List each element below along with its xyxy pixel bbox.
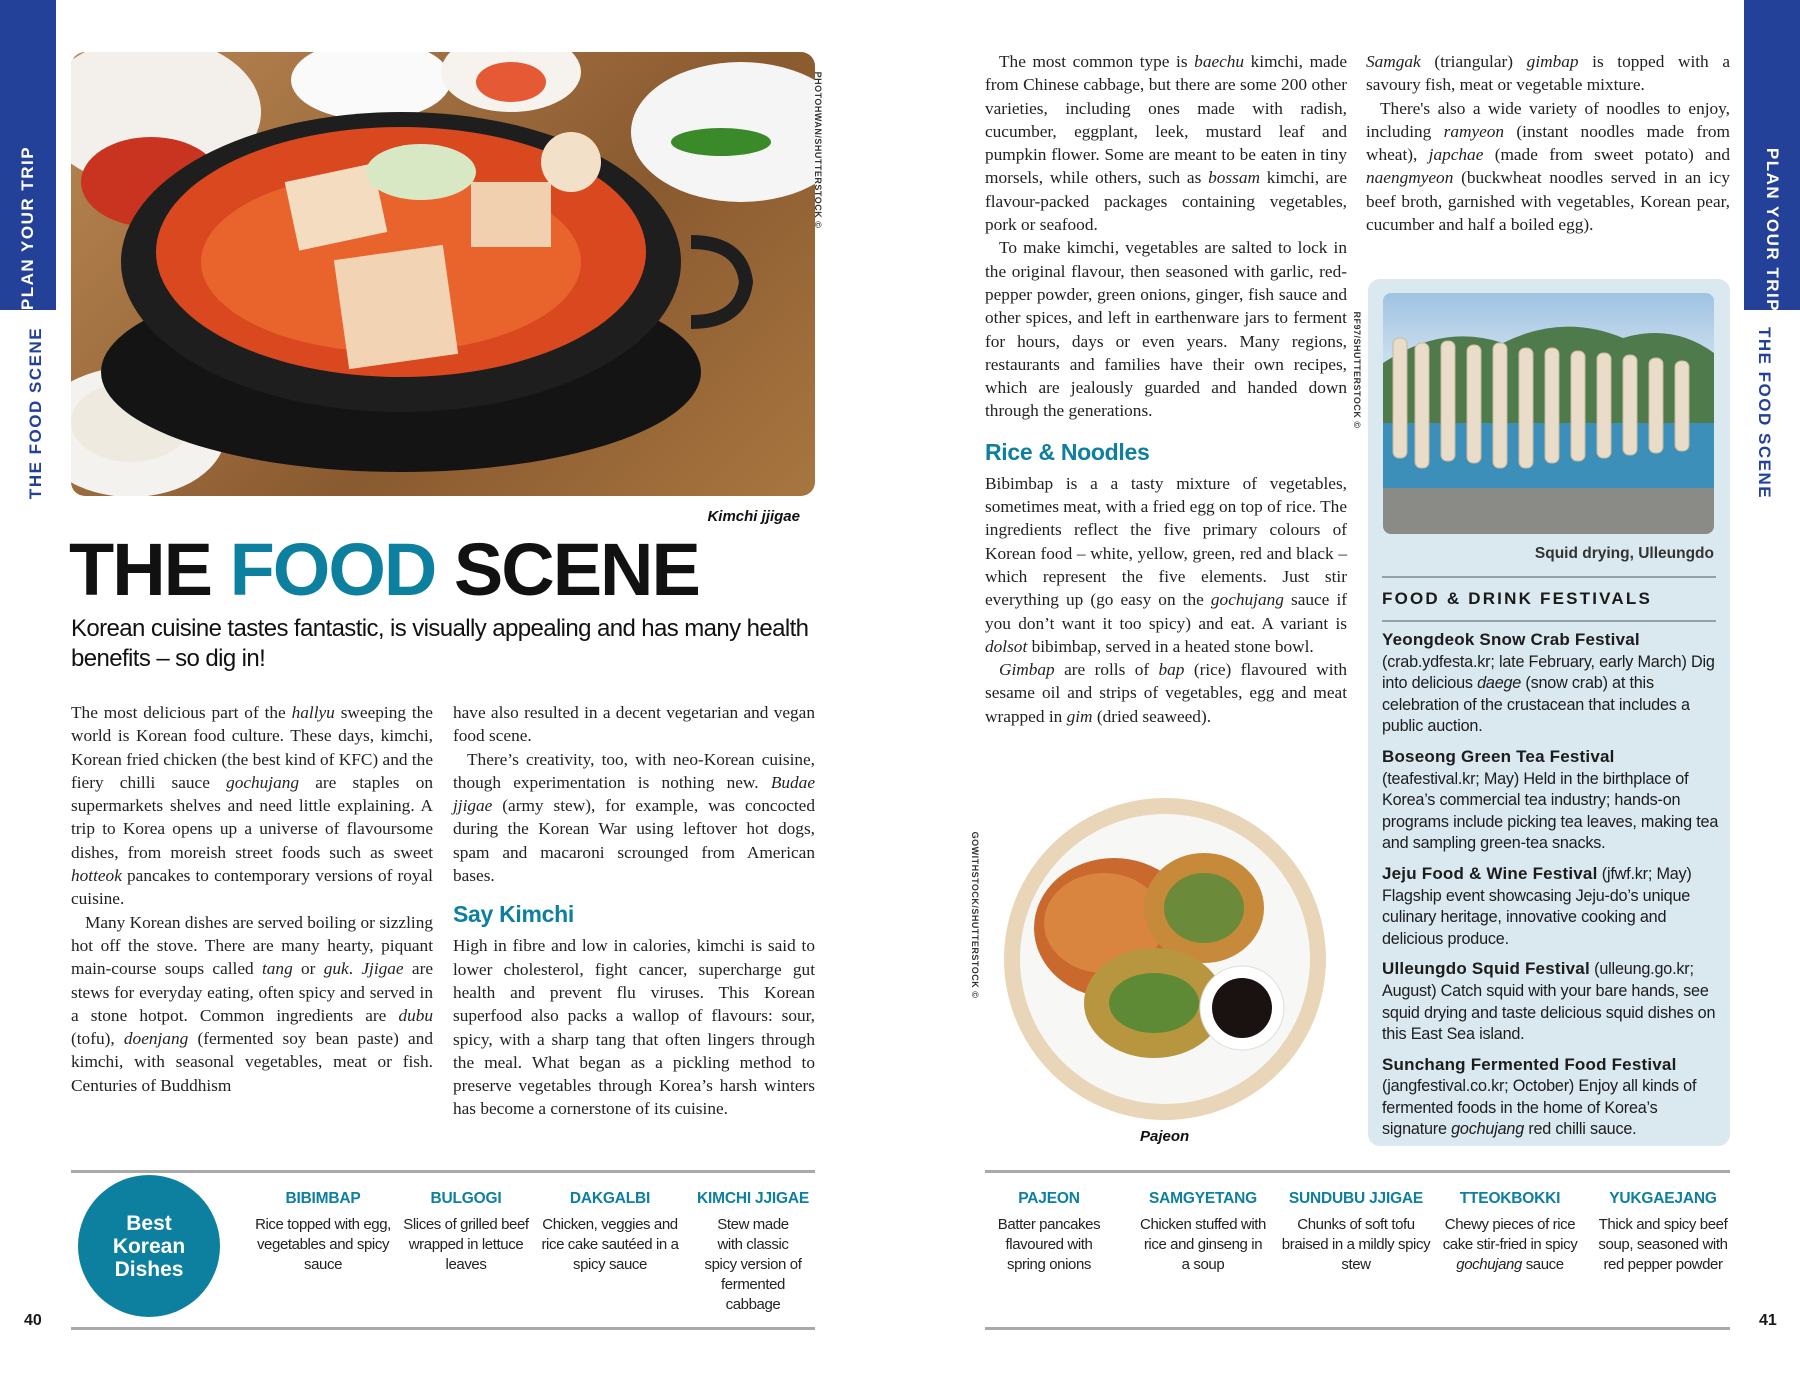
paragraph: Gimbap are rolls of bap (rice) flavoured with sesame oil and strips of vegetables, egg and meat wrapped in gim (dried seaweed).	[985, 660, 1347, 726]
squid-drying-photo	[1383, 293, 1714, 534]
dish-name: YUKGAEJANG	[1609, 1190, 1717, 1207]
festival-name: Boseong Green Tea Festival	[1382, 746, 1615, 766]
festival-item	[1382, 863, 1720, 950]
italic-term: Gimbap	[999, 660, 1055, 680]
dish-description: Stew made with classic spicy version of fermented cabbage	[704, 1216, 802, 1313]
paragraph: There's also a wide variety of noodles to enjoy, including ramyeon (instant noodles made from wheat), japchae (made from sweet potato) and naengmyeon (buckwheat noodles served in an icy beef broth, garnished with vegetables, Korean pear, cucumber and half a boiled egg).	[1366, 98, 1730, 235]
festival-item	[1382, 958, 1720, 1045]
paragraph: To make kimchi, vegetables are salted to lock in the original flavour, then seasoned with garlic, red-pepper powder, green onions, ginger, fish sauce and other spices, and left in earthenware jars to ferment for hours, days or even years. Many regions, restaurants and families have their own recipes, which are jealously guarded and handed down through the generations.	[985, 238, 1347, 421]
festival-item	[1382, 1054, 1720, 1141]
festival-item	[1382, 746, 1720, 855]
chapter-tab-label: THE FOOD SCENE	[1755, 326, 1774, 500]
festivals-sidebar	[1368, 279, 1730, 1146]
italic-term: daege	[1477, 674, 1522, 693]
divider	[71, 1170, 815, 1173]
paragraph: High in fibre and low in calories, kimchi is said to lower cholesterol, fight cancer, supercharge gut health and prevent flu viruses. This Korean superfood also packs a wallop of flavours: sour, spicy, with a sharp tang that often lingers through the meal. What began as a pickling method to preserve vegetables through Korea’s harsh winters has become a cornerstone of its cuisine.	[453, 936, 815, 1119]
paragraph: The most delicious part of the hallyu sweeping the world is Korean food culture. These days, kimchi, Korean fried chicken (the best kind of KFC) and the fiery chilli sauce gochujang are staples on supermarkets shelves and need little explaining. A trip to Korea opens up a universe of flavoursome dishes, from moreish street foods such as sweet hotteok pancakes to contemporary versions of royal cuisine.	[71, 703, 433, 909]
festival-name: Yeongdeok Snow Crab Festival	[1382, 630, 1640, 649]
italic-term: bap	[1158, 660, 1185, 680]
festival-description: (ulleung.go.kr; August) Catch squid with your bare hands, see squid drying and taste delicious squid dishes on this East Sea island.	[1382, 960, 1716, 1044]
italic-term: dolsot	[985, 636, 1028, 656]
italic-term: hallyu	[291, 703, 335, 722]
dish-description: Chicken, veggies and rice cake sautéed in a spicy sauce	[541, 1216, 679, 1273]
dish-item	[1588, 1190, 1738, 1275]
photo-credit: GOWITHSTOCK/SHUTTERSTOCK ©	[970, 831, 980, 999]
photo-caption: Kimchi jjigae	[707, 508, 800, 525]
section-tab-label: PLAN YOUR TRIP	[1763, 147, 1782, 313]
italic-term: gimbap	[1526, 52, 1579, 71]
italic-term: bossam	[1208, 168, 1260, 188]
paragraph: Samgak (triangular) gimbap is topped with a savoury fish, meat or vegetable mixture.	[1366, 52, 1730, 95]
page-subtitle: Korean cuisine tastes fantastic, is visually appealing and has many health benefits – so dig in!	[71, 615, 809, 672]
divider	[1382, 620, 1716, 622]
italic-term: tang	[261, 959, 293, 979]
festival-name: Jeju Food & Wine Festival	[1382, 863, 1598, 883]
dish-description: Thick and spicy beef soup, seasoned with red pepper powder	[1598, 1216, 1728, 1273]
chapter-tab-label: THE FOOD SCENE	[26, 326, 45, 500]
italic-term: gim	[1066, 706, 1093, 726]
dish-description: Slices of grilled beef wrapped in lettuce leaves	[403, 1216, 529, 1273]
festival-description: (crab.ydfesta.kr; late February, early March) Dig into delicious daege (snow crab) at this celebration of the crustacean that includes a public auction.	[1382, 652, 1715, 736]
italic-term: Samgak	[1366, 52, 1421, 71]
dish-item	[535, 1190, 685, 1275]
italic-term: doenjang	[123, 1029, 189, 1049]
italic-term: ramyeon	[1443, 121, 1505, 141]
dish-name: SUNDUBU JJIGAE	[1288, 1190, 1424, 1207]
paragraph: Bibimbap is a a tasty mixture of vegetables, sometimes meat, with a fried egg on top of rice. The ingredients reflect the five primary colours of Korean food – white, yellow, green, red and black – which represent the five elements. Just stir everything up (go easy on the gochujang sauce if you don’t want it too spicy) and eat. A variant is dolsot bibimbap, served in a heated stone bowl.	[985, 473, 1347, 656]
kimchi-jjigae-illustration	[71, 52, 815, 496]
body-column-4	[1366, 50, 1730, 236]
photo-credit: RF97/SHUTTERSTOCK ©	[1352, 311, 1362, 429]
festival-item	[1382, 629, 1720, 738]
dish-item	[391, 1190, 541, 1275]
dish-name: PAJEON	[1018, 1190, 1080, 1207]
dish-name: KIMCHI JJIGAE	[697, 1190, 809, 1207]
dish-item	[974, 1190, 1124, 1275]
squid-drying-illustration	[1383, 293, 1714, 534]
italic-term: gochujang	[1456, 1256, 1522, 1273]
pajeon-photo	[1004, 798, 1326, 1120]
sidebar-heading: FOOD & DRINK FESTIVALS	[1382, 589, 1653, 608]
page-title	[69, 527, 699, 612]
dish-item	[248, 1190, 398, 1275]
italic-term: dubu	[398, 1005, 433, 1025]
italic-term: gochujang	[226, 772, 300, 792]
paragraph: The most common type is baechu kimchi, made from Chinese cabbage, but there are some 200 other varieties, including ones made with radish, cucumber, eggplant, leek, mustard leaf and pumpkin flower. Some are meant to be eaten in tiny morsels, while others, such as bossam kimchi, are flavour-packed packages containing vegetables, pork or seafood.	[985, 52, 1348, 235]
title-part: SCENE	[453, 528, 699, 611]
section-tab-right	[1744, 0, 1800, 313]
section-tab-label: PLAN YOUR TRIP	[18, 145, 37, 311]
kimchi-jjigae-photo	[71, 52, 815, 496]
dish-description: Chunks of soft tofu braised in a mildly spicy stew	[1281, 1216, 1431, 1273]
dish-description: Rice topped with egg, vegetables and spicy sauce	[255, 1216, 391, 1273]
festival-name: Sunchang Fermented Food Festival	[1382, 1054, 1677, 1074]
festival-description: (jangfestival.co.kr; October) Enjoy all kinds of fermented foods in the home of Korea’s signature gochujang red chilli sauce.	[1382, 1077, 1697, 1139]
festival-name: Ulleungdo Squid Festival	[1382, 959, 1590, 979]
italic-term: naengmyeon	[1366, 168, 1454, 188]
festival-list	[1382, 629, 1720, 1149]
dish-name: SAMGYETANG	[1149, 1190, 1257, 1207]
paragraph: There’s creativity, too, with neo-Korean cuisine, though experimentation is nothing new. Budae jjigae (army stew), for example, was concocted during the Korean War using leftover hot dogs, spam and macaroni scrounged from American bases.	[453, 749, 815, 886]
best-dishes-badge	[78, 1175, 220, 1317]
italic-term: gochujang	[1210, 590, 1284, 610]
paragraph: Many Korean dishes are served boiling or sizzling hot off the stove. There are many hearty, piquant main-course soups called tang or guk. Jjigae are stews for everyday eating, often spicy and served in a stone hotpot. Common ingredients are dubu (tofu), doenjang (fermented soy bean paste) and kimchi, with seasonal vegetables, meat or fish. Centuries of Buddhism	[71, 912, 433, 1095]
italic-term: guk	[323, 959, 349, 979]
divider	[985, 1327, 1730, 1330]
section-heading-rice-noodles: Rice & Noodles	[985, 438, 1150, 465]
body-column-1	[71, 701, 433, 1097]
best-dishes-label: Best Korean Dishes	[112, 1211, 186, 1281]
italic-term: gochujang	[1451, 1120, 1525, 1139]
dish-item	[1128, 1190, 1278, 1275]
pajeon-illustration	[1004, 798, 1326, 1120]
divider	[1382, 576, 1716, 578]
page-number: 40	[24, 1312, 42, 1329]
festival-description: (jfwf.kr; May) Flagship event showcasing Jeju-do’s unique culinary heritage, innovative cooking and delicious produce.	[1382, 864, 1692, 948]
body-column-2	[453, 701, 815, 1121]
italic-term: Jjigae	[361, 959, 404, 979]
dish-item	[1281, 1190, 1431, 1275]
page-number: 41	[1759, 1312, 1777, 1329]
italic-term: hotteok	[71, 866, 122, 886]
divider	[71, 1327, 815, 1330]
photo-credit: PHOTOHWAN/SHUTTERSTOCK ©	[813, 71, 823, 229]
dish-description: Chicken stuffed with rice and ginseng in a soup	[1140, 1216, 1266, 1273]
dish-name: BIBIMBAP	[285, 1190, 361, 1207]
dish-description: Chewy pieces of rice cake stir-fried in spicy gochujang sauce	[1442, 1216, 1578, 1273]
dish-name: BULGOGI	[430, 1190, 502, 1207]
dish-name: DAKGALBI	[569, 1190, 651, 1207]
photo-caption: Pajeon	[1140, 1128, 1190, 1145]
paragraph: have also resulted in a decent vegetarian and vegan food scene.	[453, 703, 815, 746]
divider	[985, 1170, 1730, 1173]
dish-description: Batter pancakes flavoured with spring onions	[997, 1216, 1101, 1273]
section-heading-say-kimchi: Say Kimchi	[453, 901, 574, 928]
body-column-3	[985, 50, 1347, 728]
festival-description: (teafestival.kr; May) Held in the birthplace of Korea’s commercial tea industry; hands-on programs include picking tea leaves, making tea and sampling green-tea snacks.	[1382, 769, 1719, 853]
italic-term: baechu	[1194, 52, 1245, 71]
section-tab-left	[0, 0, 56, 310]
italic-term: Budae jjigae	[453, 772, 815, 816]
dish-item	[678, 1190, 828, 1315]
photo-caption: Squid drying, Ulleungdo	[1534, 545, 1714, 562]
dish-item	[1435, 1190, 1585, 1275]
title-highlight: FOOD	[229, 528, 436, 611]
dish-name: TTEOKBOKKI	[1459, 1190, 1561, 1207]
title-part: THE	[69, 528, 211, 611]
italic-term: japchae	[1428, 145, 1484, 165]
